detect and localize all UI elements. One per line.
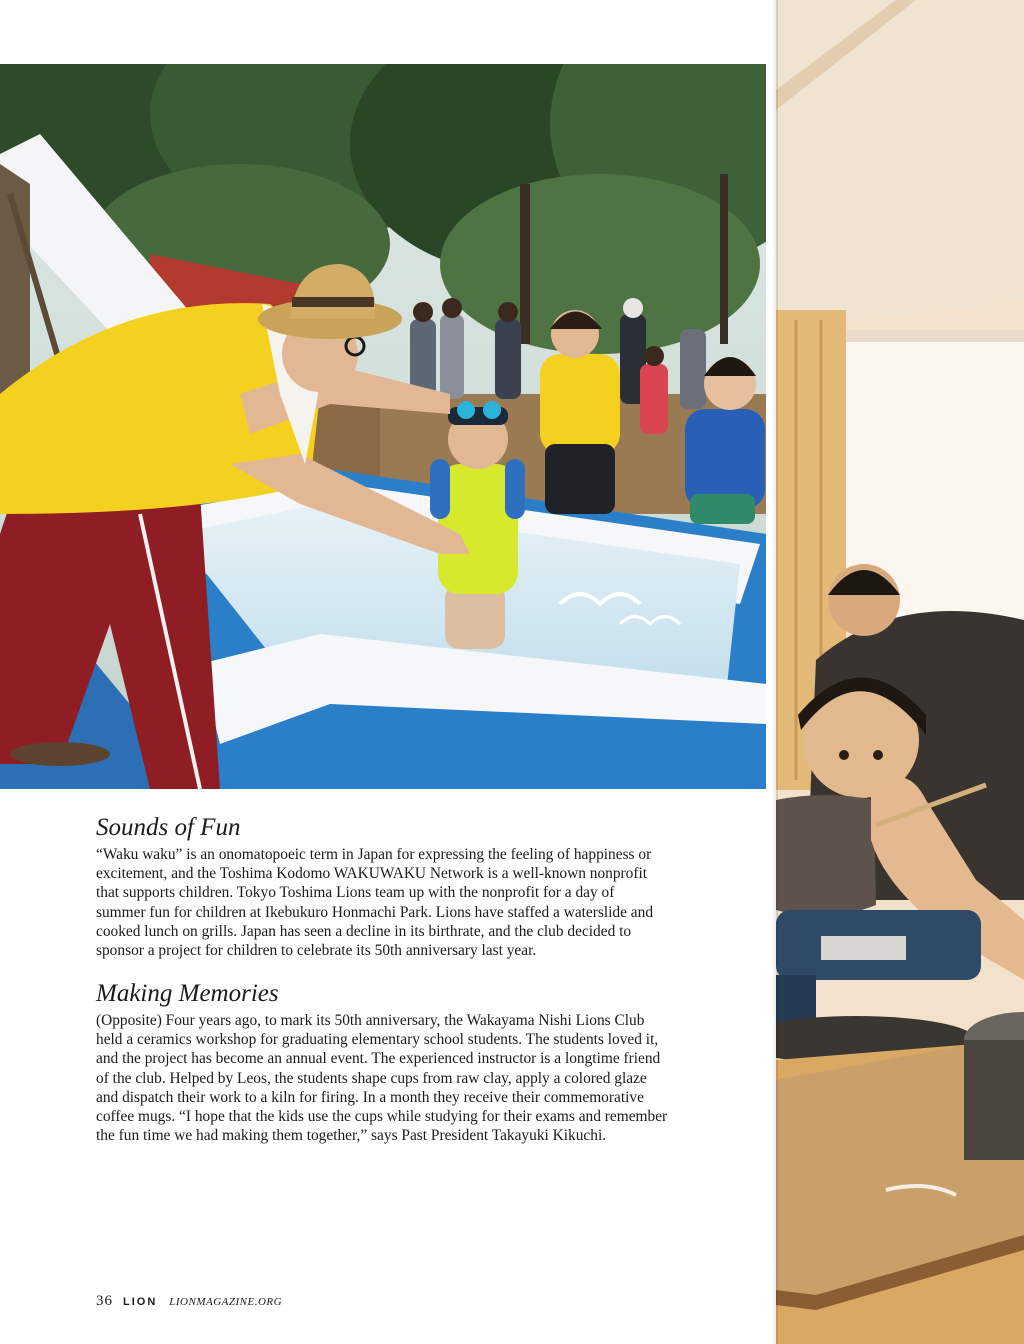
article-making-memories — [96, 978, 746, 1145]
text-line: held a ceramics workshop for graduating elementary school students. The students loved it, — [96, 1031, 659, 1049]
main-photo — [0, 64, 766, 789]
magazine-brand: LION — [123, 1296, 158, 1308]
text-line: summer fun for children at Ikebukuro Honmachi Park. Lions have staffed a waterslide and — [96, 903, 654, 921]
spread-gutter — [772, 0, 778, 1344]
pottery-illustration — [776, 0, 1024, 1344]
text-line: of the club. Helped by Leos, the students shape cups from raw clay, apply a colored glaze — [96, 1069, 647, 1087]
website-link[interactable]: LIONMAGAZINE.ORG — [169, 1296, 283, 1308]
text-line: and dispatch their work to a kiln for firing. In a month they receive their commemorative — [96, 1088, 644, 1106]
text-line: (Opposite) Four years ago, to mark its 50th anniversary, the Wakayama Nishi Lions Club — [96, 1012, 645, 1029]
page-footer — [96, 1293, 282, 1310]
text-line: cooked lunch on grills. Japan has seen a decline in its birthrate, and the club decided to — [96, 922, 632, 940]
article-sounds-of-fun — [96, 812, 746, 960]
text-line: “Waku waku” is an onomatopoeic term in Japan for expressing the feeling of happiness or — [96, 846, 652, 863]
text-line: and the project has become an annual event. The experienced instructor is a longtime friend — [96, 1050, 661, 1068]
article-heading: Making Memories — [96, 980, 279, 1007]
text-line: excitement, and the Toshima Kodomo WAKUWAKU Network is a well-known nonprofit — [96, 865, 648, 883]
page-number: 36 — [96, 1293, 113, 1309]
pool-party-illustration — [0, 64, 766, 789]
text-line: the fun time we had making them together,” says Past President Takayuki Kikuchi. — [96, 1127, 607, 1145]
article-body — [96, 845, 746, 960]
right-page-photo — [776, 0, 1024, 1344]
text-line: coffee mugs. “I hope that the kids use the cups while studying for their exams and remember — [96, 1108, 668, 1126]
text-line: sponsor a project for children to celebrate its 50th anniversary last year. — [96, 942, 537, 960]
text-line: that supports children. Tokyo Toshima Lions team up with the nonprofit for a day of — [96, 884, 615, 902]
article-body — [96, 1011, 746, 1145]
article-heading: Sounds of Fun — [96, 814, 241, 841]
clay-cup — [776, 795, 876, 916]
